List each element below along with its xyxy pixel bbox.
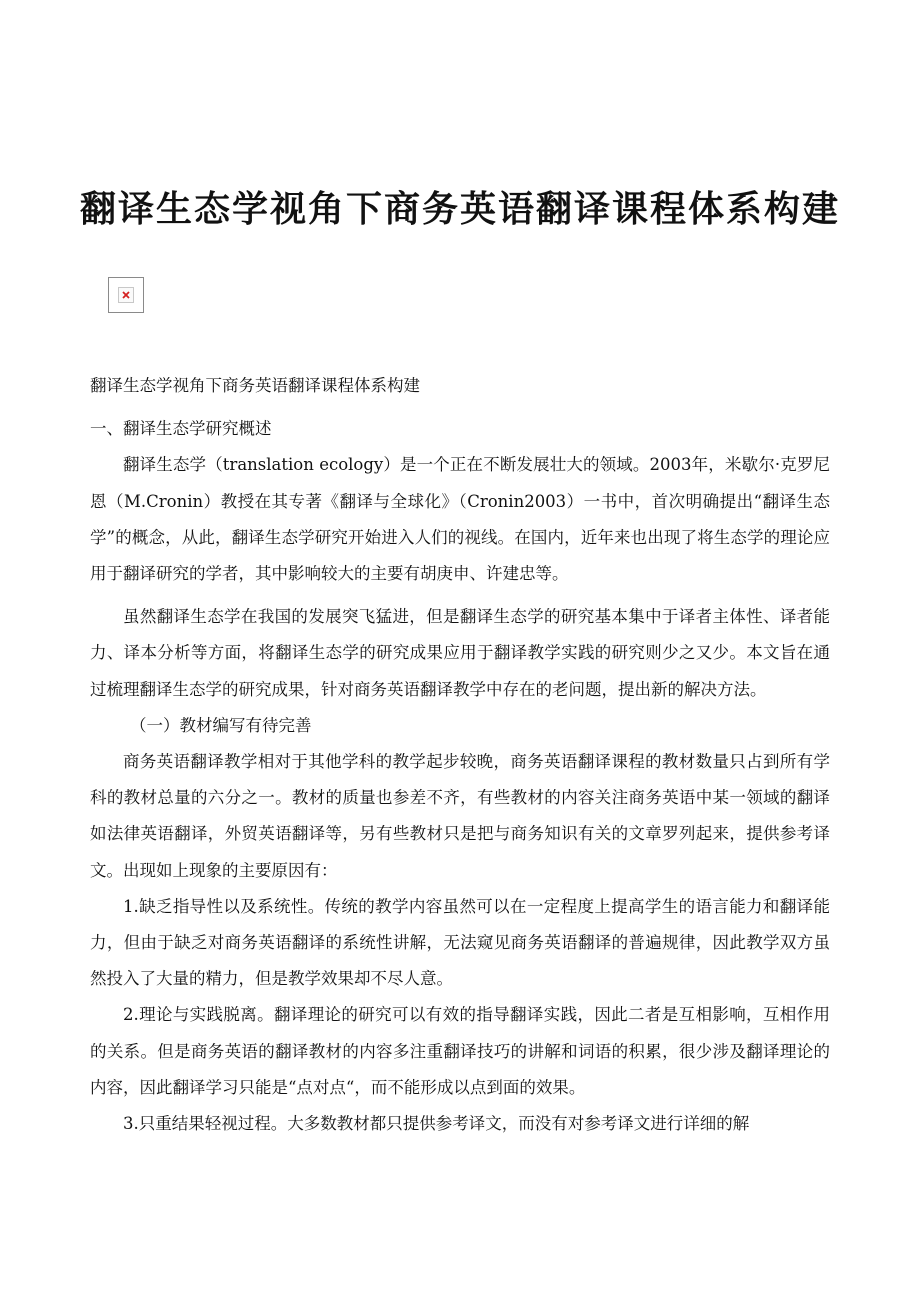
- list-item: 2.理论与实践脱离。翻译理论的研究可以有效的指导翻译实践，因此二者是互相影响，互相作用的关系。但是商务英语的翻译教材的内容多注重翻译技巧的讲解和词语的积累，很少涉及翻译理论的内容，因此翻译学习只能是“点对点“，而不能形成以点到面的效果。: [90, 1005, 830, 1097]
- paragraph: 虽然翻译生态学在我国的发展突飞猛进，但是翻译生态学的研究基本集中于译者主体性、译者能力、译本分析等方面，将翻译生态学的研究成果应用于翻译教学实践的研究则少之又少。本文旨在通过梳理翻译生态学的研究成果，针对商务英语翻译教学中存在的老问题，提出新的解决方法。: [90, 607, 830, 699]
- document-title: 翻译生态学视角下商务英语翻译课程体系构建: [79, 189, 840, 230]
- list-item: 3.只重结果轻视过程。大多数教材都只提供参考译文，而没有对参考译文进行详细的解: [123, 1114, 750, 1134]
- document-body: [90, 368, 830, 1142]
- subsection-heading: （一）教材编写有待完善: [130, 715, 312, 735]
- paragraph: 翻译生态学（translation ecology）是一个正在不断发展壮大的领域。2003年，米歇尔·克罗尼恩（M.Cronin）教授在其专著《翻译与全球化》（Cronin2003）一书中，首次明确提出“翻译生态学”的概念，从此，翻译生态学研究开始进入人们的视线。在国内，近年来也出现了将生态学的理论应用于翻译研究的学者，其中影响较大的主要有胡庚申、许建忠等。: [90, 455, 830, 584]
- paragraph: 商务英语翻译教学相对于其他学科的教学起步较晚，商务英语翻译课程的教材数量只占到所有学科的教材总量的六分之一。教材的质量也参差不齐，有些教材的内容关注商务英语中某一领域的翻译如法律英语翻译，外贸英语翻译等，另有些教材只是把与商务知识有关的文章罗列起来，提供参考译文。出现如上现象的主要原因有：: [90, 752, 830, 880]
- image-placeholder: [108, 277, 144, 313]
- broken-image-icon: [118, 287, 134, 303]
- document-subtitle: 翻译生态学视角下商务英语翻译课程体系构建: [90, 376, 420, 395]
- section-heading: 一、翻译生态学研究概述: [90, 419, 272, 439]
- list-item: 1.缺乏指导性以及系统性。传统的教学内容虽然可以在一定程度上提高学生的语言能力和翻译能力，但由于缺乏对商务英语翻译的系统性讲解，无法窥见商务英语翻译的普遍规律，因此教学双方虽然投入了大量的精力，但是教学效果却不尽人意。: [90, 896, 830, 989]
